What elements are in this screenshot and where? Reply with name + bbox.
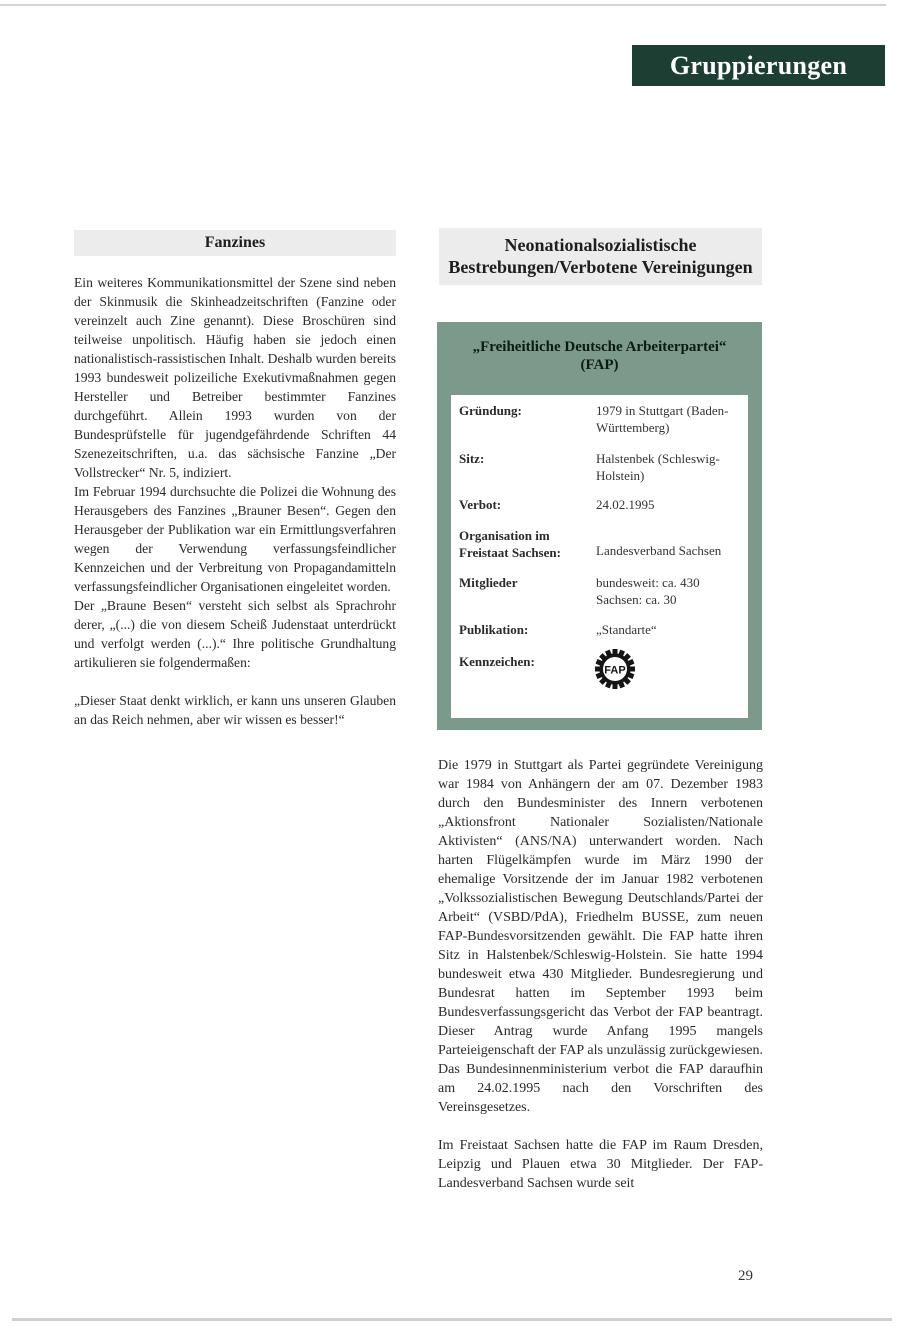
fap-paragraph-2: Im Freistaat Sachsen hatte die FAP im Raum Dresden, Leipzig und Plauen etwa 30 Mitglieder. Der FAP-Landesverband Sachsen wurde seit: [438, 1138, 763, 1191]
fap-logo-text: FAP: [604, 664, 626, 677]
fanzines-paragraph-2: Im Februar 1994 durchsuchte die Polizei die Wohnung des Herausgebers des Fanzines „Brauner Besen“. Gegen den Herausgeber der Publikation war ein Ermittlungsverfahren wegen der Verwendung verfassungsfeindlicher Kennzeichen und der Verbreitung von Propagandamitteln verfassungsfeindlicher Organisationen eingeleitet worden.: [74, 484, 396, 594]
neonazi-heading: Neonationalsozialistische Bestrebungen/Verbotene Vereinigungen: [439, 228, 762, 285]
info-value: 24.02.1995: [596, 497, 655, 512]
bottom-rule: [12, 1318, 892, 1321]
fanzines-paragraph-1: Ein weiteres Kommunikationsmittel der Szene sind neben der Skinmusik die Skinheadzeitschriften (Fanzine oder vereinzelt auch Zine genannt). Diese Broschüren sind teilweise unpolitisch. Häufig haben sie jedoch einen nationalistisch-rassistischen Inhalt. Deshalb wurden bereits 1993 bundesweit polizeiliche Exekutivmaßnahmen gegen Hersteller und Betreiber bestimmter Fanzines durchgeführt. Allein 1993 wurden von der Bundesprüfstelle für jugendgefährdende Schriften 44 Szenezeitschriften, u.a. das sächsische Fanzine „Der Vollstrecker“ Nr. 5, indiziert.: [74, 275, 397, 480]
members-federal: bundesweit: ca. 430: [596, 575, 700, 590]
fanzines-quote: „Dieser Staat denkt wirklich, er kann uns unseren Glauben an das Reich nehmen, aber wir wissen es besser!“: [74, 693, 396, 727]
info-value: [596, 574, 746, 608]
right-column-text: [438, 756, 763, 1193]
infobox-table: [451, 395, 748, 718]
info-value: Halstenbek (Schleswig-Holstein): [596, 451, 720, 483]
info-label: Kennzeichen:: [459, 654, 535, 669]
fanzines-paragraph-3: Der „Braune Besen“ versteht sich selbst als Sprachrohr derer, „(...) die von diesem Scheiß Judenstaat unterdrückt und verfolgt werden (...).“ Ihre politische Grundhaltung artikulieren sie folgendermaßen:: [74, 598, 396, 670]
infobox-title-line-1: „Freiheitliche Deutsche Arbeiterpartei“: [472, 339, 727, 355]
info-label: Sitz:: [459, 451, 485, 466]
info-label: Publikation:: [459, 622, 529, 637]
fap-emblem-icon: [594, 648, 636, 690]
section-header: Gruppierungen: [632, 45, 885, 86]
page-number: 29: [738, 1268, 753, 1284]
fap-paragraph-1: Die 1979 in Stuttgart als Partei gegründete Vereinigung war 1984 von Anhängern der am 07. Dezember 1983 durch den Bundesminister des Innern verbotenen „Aktionsfront Nationaler Sozialisten/Nationale Aktivisten“ (ANS/NA) unterwandert worden. Nach harten Flügelkämpfen wurde im März 1990 der ehemalige Vorsitzende der im Januar 1982 verbotenen „Volkssozialistischen Bewegung Deutschlands/Partei der Arbeit“ (VSBD/PdA), Friedhelm BUSSE, zum neuen FAP-Bundesvorsitzenden gewählt. Die FAP hatte ihren Sitz in Halstenbek/Schleswig-Holstein. Sie hatte 1994 bundesweit etwa 430 Mitglieder. Bundesregierung und Bundesrat hatten im September 1993 beim Bundesverfassungsgericht das Verbot der FAP beantragt. Dieser Antrag wurde Anfang 1995 mangels Parteieigenschaft der FAP als unzulässig zurückgewiesen. Das Bundesinnenministerium verbot die FAP daraufhin am 24.02.1995 nach den Vorschriften des Vereinsgesetzes.: [438, 758, 763, 1115]
left-column: [74, 230, 396, 729]
info-label: Mitglieder: [459, 575, 518, 590]
fap-infobox: [437, 322, 762, 730]
info-value: 1979 in Stuttgart (Baden-Württemberg): [596, 403, 729, 435]
info-value: „Standarte“: [596, 622, 657, 637]
right-column-heading-wrap: [438, 228, 763, 285]
infobox-title-line-2: (FAP): [580, 357, 619, 373]
infobox-title: [437, 338, 762, 374]
top-rule: [0, 4, 886, 6]
fanzines-heading: Fanzines: [74, 230, 396, 256]
members-saxony: Sachsen: ca. 30: [596, 592, 677, 607]
info-label: Organisation im Freistaat Sachsen:: [459, 528, 561, 560]
info-value: Landesverband Sachsen: [596, 543, 722, 558]
info-label: Verbot:: [459, 497, 502, 512]
info-label: Gründung:: [459, 403, 522, 418]
